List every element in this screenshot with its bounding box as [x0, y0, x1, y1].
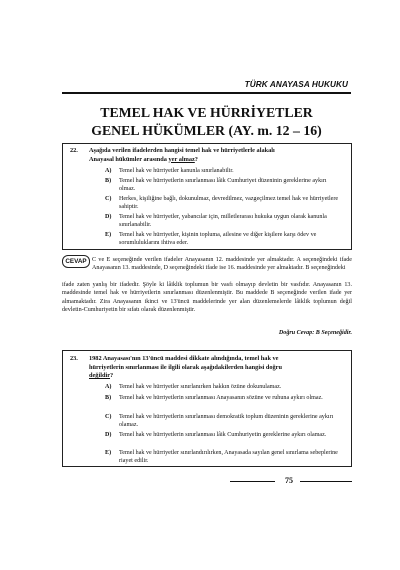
running-header: TÜRK ANAYASA HUKUKU — [244, 80, 348, 89]
option-text: Temel hak ve hürriyetler sınırlanırken hakkın özüne dokunulamaz. — [119, 384, 282, 390]
footer-rule-right — [300, 481, 352, 482]
answer-explanation-start: C ve E seçeneğinde verilen ifadeler Anayasanın 12. maddesinde yer almaktadır. A seçeneğindeki ifade Anayasanın 13. maddesinde, D seçeneğindeki ifade ise 16. maddesinde yer almaktadır. B seçeneğindeki — [92, 257, 352, 272]
correct-answer: Doğru Cevap: B Seçeneğidir. — [278, 330, 352, 336]
option-letter: B) — [105, 395, 112, 401]
option-c[interactable] — [105, 413, 343, 430]
option-c[interactable] — [105, 195, 343, 212]
option-b[interactable] — [105, 177, 343, 194]
option-letter: D) — [105, 214, 112, 220]
option-letter: A) — [105, 168, 112, 174]
option-e[interactable] — [105, 449, 343, 466]
option-letter: E) — [105, 450, 112, 456]
option-text: Temel hak ve hürriyetlerin sınırlanması demokratik toplum düzeninin gereklerine aykırı olamaz. — [119, 414, 334, 429]
question-stem-line-2 — [89, 156, 347, 165]
option-a[interactable] — [105, 383, 343, 391]
answer-explanation-rest: ifade zaten yanlış bir ifadedir. Şöyle ki lâiklik toplumun bir vasfı olmayıp devletin bir vasfıdır. Anayasanın 13. maddesinde temel hak ve hürriyetlerin sınırlanması düzenlenmiştir. Bu maddede B seçeneğinde verilen ifade yer almamaktadır. Zira Anayasanın ikinci ve 13'üncü maddelerinde yer alan düzenlemelerde lâiklik toplumun değil devletin-Cumhuriyetin bir sıfatı olarak düzenlenmiştir. — [62, 282, 352, 314]
question-stem-line-1: 1982 Anayasası'nın 13'üncü maddesi dikkate alındığında, temel hak ve — [89, 355, 279, 362]
question-number: 23. — [70, 355, 78, 362]
answer-badge: CEVAP — [62, 255, 90, 268]
option-d[interactable] — [105, 213, 343, 230]
option-letter: A) — [105, 384, 112, 390]
option-text: Temel hak ve hürriyetler, kişinin topluma, ailesine ve diğer kişilere karşı ödev ve sorumluluklarını ihtiva eder. — [119, 232, 317, 247]
stem-emphasis: değildir — [89, 372, 110, 380]
footer-rule-left — [230, 481, 275, 482]
option-text: Herkes, kişiliğine bağlı, dokunulmaz, devredilmez, vazgeçilmez temel hak ve hürriyetlere sahiptir. — [119, 196, 339, 211]
section-title-line-1: TEMEL HAK VE HÜRRİYETLER — [100, 105, 313, 120]
option-a[interactable] — [105, 167, 343, 175]
question-stem — [89, 147, 347, 164]
question-stem-line-1: Aşağıda verilen ifadelerden hangisi temel hak ve hürriyetlerle alakalı — [89, 147, 275, 154]
option-text: Temel hak ve hürriyetlerin sınırlanması Anayasanın sözüne ve ruhuna aykırı olmaz. — [119, 395, 323, 401]
question-stem — [89, 355, 347, 381]
header-rule — [62, 92, 351, 94]
option-b[interactable] — [105, 394, 343, 402]
option-letter: D) — [105, 432, 112, 438]
stem-text: Anayasal hükümler arasında — [89, 155, 169, 163]
option-d[interactable] — [105, 431, 343, 439]
section-title-line-2: GENEL HÜKÜMLER (AY. m. 12 – 16) — [91, 123, 322, 138]
option-letter: C) — [105, 196, 112, 202]
question-22-box — [62, 143, 352, 250]
question-number: 22. — [70, 147, 78, 154]
question-stem-line-2: hürriyetlerin sınırlanması ile ilgili olarak aşağıdakilerden hangisi doğru — [89, 363, 282, 371]
stem-punct: ? — [110, 372, 114, 380]
stem-emphasis: yer almaz — [168, 155, 195, 163]
option-letter: B) — [105, 178, 112, 184]
option-e[interactable] — [105, 231, 343, 248]
question-23-box — [62, 350, 352, 467]
option-letter: E) — [105, 232, 112, 238]
option-text: Temel hak ve hürriyetlerin sınırlanması lâik Cumhuriyetin gereklerine aykırı olamaz. — [119, 432, 327, 438]
question-stem-line-3 — [89, 372, 347, 381]
page-number: 75 — [285, 476, 293, 485]
option-letter: C) — [105, 414, 112, 420]
stem-punct: ? — [194, 155, 198, 163]
option-text: Temel hak ve hürriyetler sınırlandırılırken, Anayasada sayılan genel sınırlama sebeplerine riayet edilir. — [119, 450, 338, 465]
option-text: Temel hak ve hürriyetler kanunla sınırlanabilir. — [119, 168, 234, 174]
option-text: Temel hak ve hürriyetlerin sınırlanması lâik Cumhuriyet düzeninin gereklerine aykırı olmaz. — [119, 178, 327, 193]
option-text: Temel hak ve hürriyetler, yabancılar için, milletlerarası hukuka uygun olarak kanunla sınırlanabilir. — [119, 214, 327, 229]
section-title — [62, 104, 351, 140]
